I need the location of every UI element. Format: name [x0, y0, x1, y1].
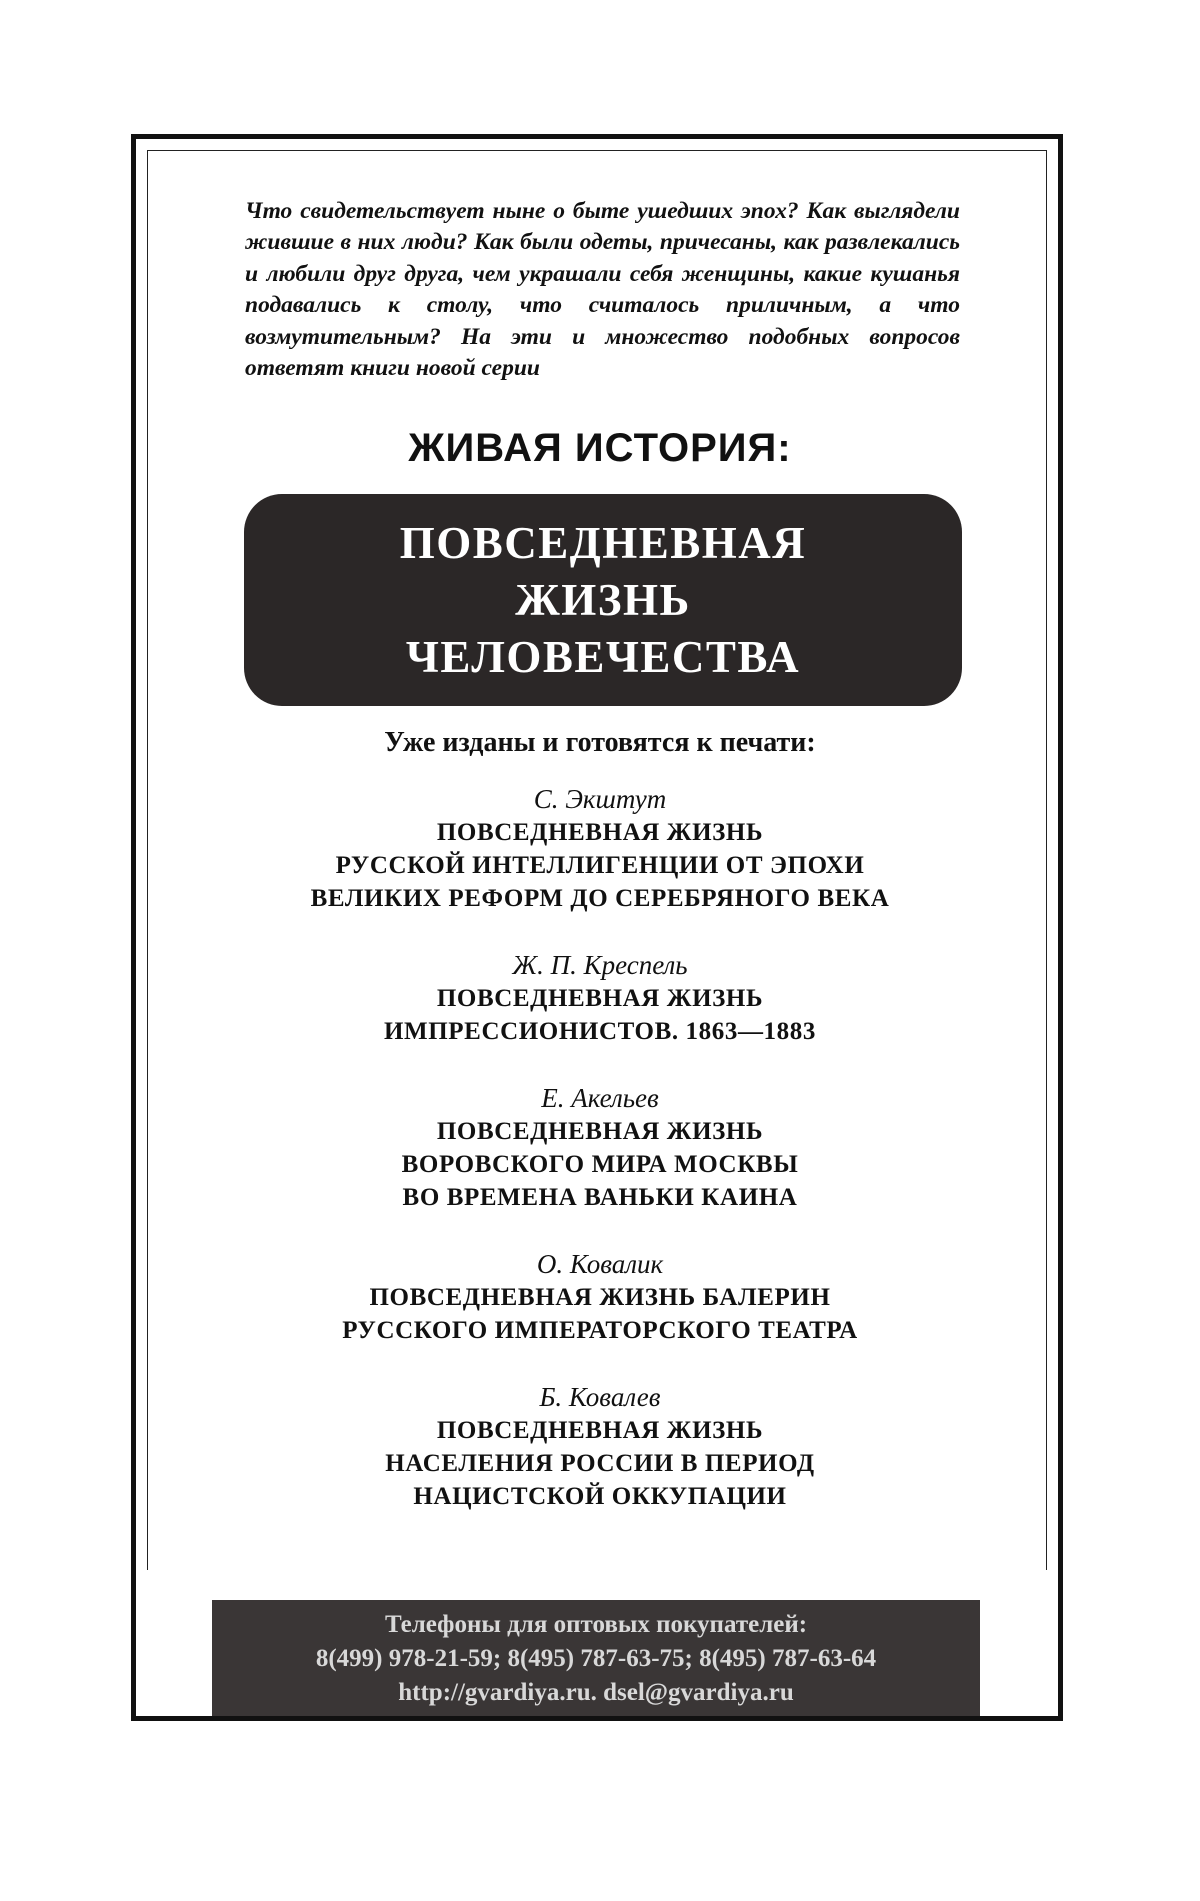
series-banner: [244, 494, 962, 706]
book-author: Ж. П. Креспель: [512, 950, 688, 980]
book-entry: [200, 1247, 1000, 1347]
book-title-line: НАЦИСТСКОЙ ОККУПАЦИИ: [413, 1483, 787, 1510]
book-title-line: РУССКОЙ ИНТЕЛЛИГЕНЦИИ ОТ ЭПОХИ: [335, 852, 865, 879]
contacts-phones: 8(499) 978-21-59; 8(495) 787-63-75; 8(495) 787-63-64: [315, 1645, 877, 1672]
book-title-line: ВЕЛИКИХ РЕФОРМ ДО СЕРЕБРЯНОГО ВЕКА: [310, 885, 890, 912]
book-title-line: ПОВСЕДНЕВНАЯ ЖИЗНЬ: [436, 1118, 764, 1145]
book-author: С. Экштут: [533, 784, 667, 814]
book-author: Е. Акельев: [541, 1083, 659, 1113]
intro-paragraph: Что свидетельствует ныне о быте ушедших эпох? Как выглядели жившие в них люди? Как были одеты, причесаны, как развлекались и любили друг друга, чем украшали себя женщины, какие кушанья подавались к столу, что считалось приличным, а что возмутительным? На эти и множество подобных вопросов ответят книги новой серии: [245, 198, 960, 382]
contacts-web: http://gvardiya.ru. dsel@gvardiya.ru: [398, 1679, 794, 1706]
contacts-box: [212, 1600, 980, 1716]
book-entry: [200, 1380, 1000, 1513]
series-banner-line: ЧЕЛОВЕЧЕСТВА: [405, 631, 801, 682]
series-banner-line: ПОВСЕДНЕВНАЯ: [399, 517, 807, 568]
series-banner-text: [400, 515, 807, 686]
book-title-line: ВО ВРЕМЕНА ВАНЬКИ КАИНА: [402, 1184, 798, 1211]
book-title-line: ПОВСЕДНЕВНАЯ ЖИЗНЬ: [436, 819, 764, 846]
book-title-line: НАСЕЛЕНИЯ РОССИИ В ПЕРИОД: [385, 1450, 815, 1477]
book-entry: [200, 948, 1000, 1048]
contacts-heading: Телефоны для оптовых покупателей:: [384, 1611, 808, 1638]
published-heading: Уже изданы и готовятся к печати:: [384, 727, 816, 758]
book-title-line: ПОВСЕДНЕВНАЯ ЖИЗНЬ: [436, 1417, 764, 1444]
book-author: Б. Ковалев: [539, 1382, 661, 1412]
book-title-line: ИМПРЕССИОНИСТОВ. 1863—1883: [384, 1018, 816, 1045]
series-title: ЖИВАЯ ИСТОРИЯ:: [408, 426, 792, 470]
book-entry: [200, 782, 1000, 915]
book-title-line: РУССКОГО ИМПЕРАТОРСКОГО ТЕАТРА: [342, 1317, 858, 1344]
book-title-line: ВОРОВСКОГО МИРА МОСКВЫ: [401, 1151, 799, 1178]
book-title-line: ПОВСЕДНЕВНАЯ ЖИЗНЬ: [436, 985, 764, 1012]
book-list: [200, 782, 1000, 1546]
series-banner-line: ЖИЗНЬ: [515, 574, 691, 625]
book-title-line: ПОВСЕДНЕВНАЯ ЖИЗНЬ БАЛЕРИН: [369, 1284, 831, 1311]
book-author: О. Ковалик: [536, 1249, 664, 1279]
book-entry: [200, 1081, 1000, 1214]
